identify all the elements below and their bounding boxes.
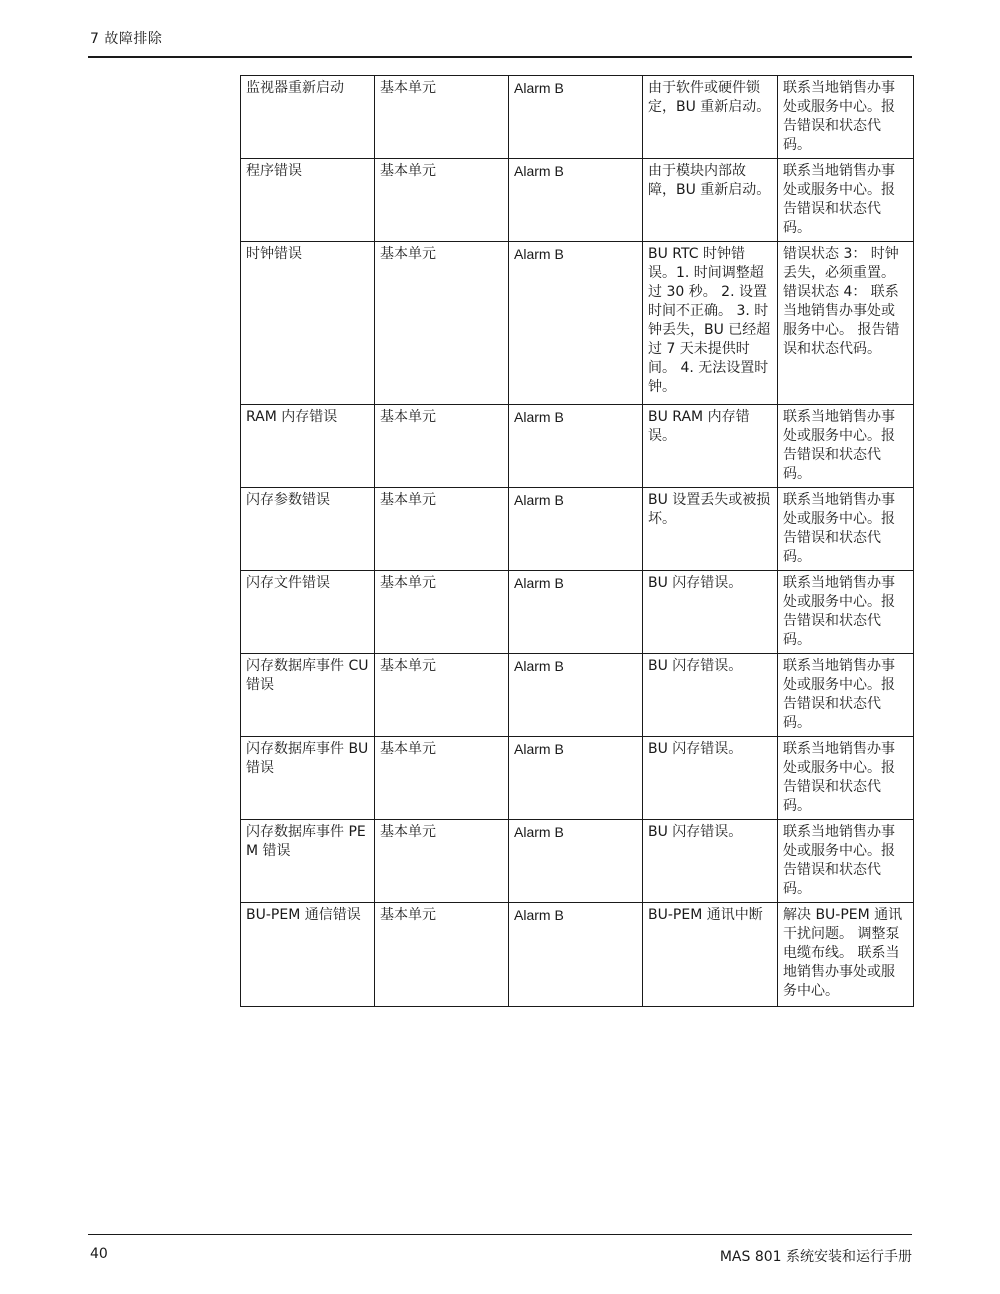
action-cell: 错误状态 3： 时钟丢失，必须重置。 错误状态 4： 联系当地销售办事处或服务中心。 报告错误和状态代码。 xyxy=(778,242,914,405)
alarm-cell: Alarm B xyxy=(509,159,643,242)
alarm-cell: Alarm B xyxy=(509,571,643,654)
table-row xyxy=(241,654,914,737)
unit-cell: 基本单元 xyxy=(375,820,509,903)
page-number: 40 xyxy=(90,1246,108,1262)
action-cell: 联系当地销售办事处或服务中心。报告错误和状态代码。 xyxy=(778,571,914,654)
action-cell: 联系当地销售办事处或服务中心。报告错误和状态代码。 xyxy=(778,159,914,242)
header-divider xyxy=(88,56,912,58)
fault-name-cell: RAM 内存错误 xyxy=(241,405,375,488)
cause-cell: 由于软件或硬件锁定，BU 重新启动。 xyxy=(643,76,778,159)
unit-cell: 基本单元 xyxy=(375,159,509,242)
alarm-cell: Alarm B xyxy=(509,242,643,405)
table-row xyxy=(241,488,914,571)
unit-cell: 基本单元 xyxy=(375,242,509,405)
unit-cell: 基本单元 xyxy=(375,903,509,1007)
alarm-cell: Alarm B xyxy=(509,737,643,820)
table-row xyxy=(241,571,914,654)
action-cell: 联系当地销售办事处或服务中心。报告错误和状态代码。 xyxy=(778,820,914,903)
action-cell: 解决 BU-PEM 通讯干扰问题。 调整泵电缆布线。 联系当地销售办事处或服务中心。 xyxy=(778,903,914,1007)
table-row xyxy=(241,159,914,242)
action-cell: 联系当地销售办事处或服务中心。报告错误和状态代码。 xyxy=(778,76,914,159)
unit-cell: 基本单元 xyxy=(375,737,509,820)
fault-name-cell: 闪存数据库事件 PEM 错误 xyxy=(241,820,375,903)
cause-cell: BU 闪存错误。 xyxy=(643,820,778,903)
fault-name-cell: 闪存数据库事件 BU 错误 xyxy=(241,737,375,820)
unit-cell: 基本单元 xyxy=(375,571,509,654)
cause-cell: 由于模块内部故障，BU 重新启动。 xyxy=(643,159,778,242)
fault-table xyxy=(240,75,914,1007)
alarm-cell: Alarm B xyxy=(509,488,643,571)
cause-cell: BU RTC 时钟错误。1. 时间调整超过 30 秒。 2. 设置时间不正确。 3. 时钟丢失，BU 已经超过 7 天未提供时间。 4. 无法设置时钟。 xyxy=(643,242,778,405)
table-row xyxy=(241,76,914,159)
table-row xyxy=(241,405,914,488)
chapter-header: 7 故障排除 xyxy=(90,31,163,47)
table-row xyxy=(241,903,914,1007)
fault-name-cell: 时钟错误 xyxy=(241,242,375,405)
fault-name-cell: 监视器重新启动 xyxy=(241,76,375,159)
alarm-cell: Alarm B xyxy=(509,76,643,159)
action-cell: 联系当地销售办事处或服务中心。报告错误和状态代码。 xyxy=(778,488,914,571)
fault-name-cell: 程序错误 xyxy=(241,159,375,242)
unit-cell: 基本单元 xyxy=(375,76,509,159)
unit-cell: 基本单元 xyxy=(375,488,509,571)
cause-cell: BU-PEM 通讯中断 xyxy=(643,903,778,1007)
unit-cell: 基本单元 xyxy=(375,654,509,737)
action-cell: 联系当地销售办事处或服务中心。报告错误和状态代码。 xyxy=(778,654,914,737)
alarm-cell: Alarm B xyxy=(509,903,643,1007)
unit-cell: 基本单元 xyxy=(375,405,509,488)
action-cell: 联系当地销售办事处或服务中心。报告错误和状态代码。 xyxy=(778,405,914,488)
table-row xyxy=(241,820,914,903)
cause-cell: BU RAM 内存错误。 xyxy=(643,405,778,488)
action-cell: 联系当地销售办事处或服务中心。报告错误和状态代码。 xyxy=(778,737,914,820)
cause-cell: BU 闪存错误。 xyxy=(643,571,778,654)
cause-cell: BU 闪存错误。 xyxy=(643,654,778,737)
alarm-cell: Alarm B xyxy=(509,654,643,737)
fault-name-cell: 闪存文件错误 xyxy=(241,571,375,654)
footer-divider xyxy=(88,1234,912,1235)
alarm-cell: Alarm B xyxy=(509,820,643,903)
cause-cell: BU 设置丢失或被损坏。 xyxy=(643,488,778,571)
fault-name-cell: BU-PEM 通信错误 xyxy=(241,903,375,1007)
manual-title: MAS 801 系统安装和运行手册 xyxy=(719,1249,912,1265)
fault-name-cell: 闪存参数错误 xyxy=(241,488,375,571)
cause-cell: BU 闪存错误。 xyxy=(643,737,778,820)
fault-table-body xyxy=(241,76,914,1007)
alarm-cell: Alarm B xyxy=(509,405,643,488)
table-row xyxy=(241,242,914,405)
fault-name-cell: 闪存数据库事件 CU 错误 xyxy=(241,654,375,737)
table-row xyxy=(241,737,914,820)
